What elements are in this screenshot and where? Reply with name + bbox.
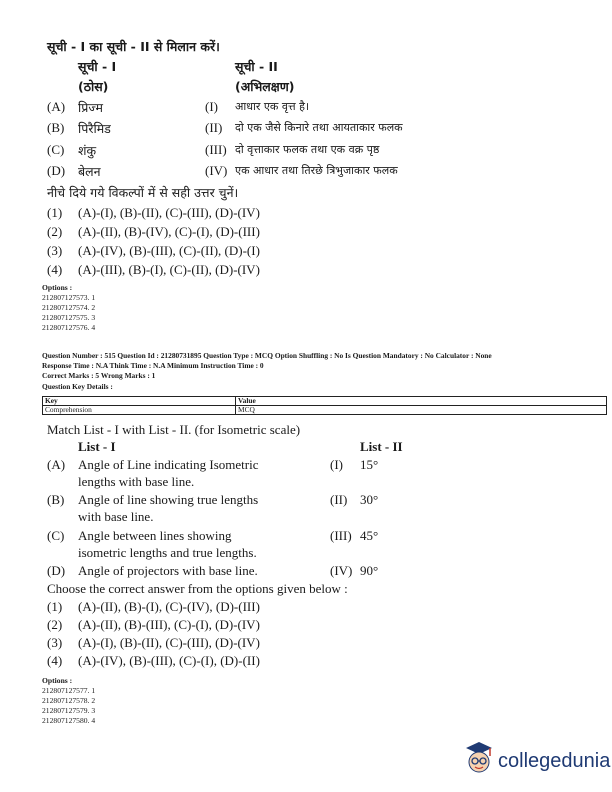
q2-row-text: Angle of line showing true lengths [78, 492, 259, 507]
q2-row-roman: (III) [330, 528, 352, 543]
q2-option-id: 212807127577. 1 [42, 686, 96, 695]
q1-row-left: बेलन [78, 164, 101, 179]
question-meta-line: Response Time : N.A Think Time : N.A Minimum Instruction Time : 0 [42, 361, 264, 370]
q1-heading: सूची - I का सूची - II से मिलान करें। [47, 39, 220, 54]
q2-row-label: (C) [47, 528, 65, 543]
q2-row-label: (A) [47, 457, 66, 472]
q1-list2-sub: (अभिलक्षण) [235, 79, 295, 94]
q1-answer-number: (3) [47, 243, 63, 258]
q2-row-value: 15° [360, 457, 379, 472]
q1-option-id: 212807127576. 4 [42, 323, 96, 332]
q1-row-right: दो वृत्ताकार फलक तथा एक वक्र पृष्ठ [235, 143, 380, 156]
q1-row-label: (C) [47, 142, 65, 157]
q1-option-id: 212807127573. 1 [42, 293, 96, 302]
q1-answer-number: (4) [47, 262, 63, 277]
q2-answer-text: (A)-(II), (B)-(I), (C)-(IV), (D)-(III) [78, 599, 260, 614]
q2-instruction: Choose the correct answer from the options given below : [47, 581, 348, 596]
q1-answer-number: (1) [47, 205, 63, 220]
q2-option-id: 212807127580. 4 [42, 716, 96, 725]
q1-row-right: एक आधार तथा तिरछे त्रिभुजाकार फलक [235, 164, 398, 177]
q1-row-left: शंकु [78, 143, 97, 158]
q1-row-right: दो एक जैसे किनारे तथा आयताकार फलक [235, 121, 403, 134]
q1-answer-text: (A)-(II), (B)-(IV), (C)-(I), (D)-(III) [78, 224, 260, 239]
q1-list1-title: सूची - I [78, 59, 117, 74]
q2-answer-text: (A)-(I), (B)-(II), (C)-(III), (D)-(IV) [78, 635, 260, 650]
q1-row-roman: (IV) [205, 163, 228, 178]
q2-row-text-cont: with base line. [78, 509, 154, 524]
q2-option-id: 212807127578. 2 [42, 696, 96, 705]
q1-row-roman: (II) [205, 120, 223, 135]
q1-answer-text: (A)-(I), (B)-(II), (C)-(III), (D)-(IV) [78, 205, 260, 220]
q1-row-roman: (III) [205, 142, 227, 157]
value-cell: MCQ [236, 406, 607, 415]
q2-row-text: Angle of projectors with base line. [78, 563, 258, 578]
q1-row-label: (D) [47, 163, 66, 178]
q2-heading: Match List - I with List - II. (for Isometric scale) [47, 422, 301, 437]
q2-row-text: Angle between lines showing [78, 528, 232, 543]
q1-row-left: प्रिज्म [78, 100, 103, 115]
table-row [43, 397, 607, 406]
question-key-details-label: Question Key Details : [42, 382, 113, 391]
q1-option-id: 212807127574. 2 [42, 303, 96, 312]
q2-row-label: (B) [47, 492, 65, 507]
question-meta-line: Correct Marks : 5 Wrong Marks : 1 [42, 371, 156, 380]
q1-row-right: आधार एक वृत्त है। [235, 100, 310, 113]
q2-row-text: Angle of Line indicating Isometric [78, 457, 259, 472]
q1-list1-sub: (ठोस) [78, 79, 109, 94]
q2-options-label: Options : [42, 676, 73, 685]
q2-row-value: 90° [360, 563, 379, 578]
question-key-table [42, 396, 607, 415]
logo-text: collegedunia [498, 750, 611, 772]
q1-option-id: 212807127575. 3 [42, 313, 96, 322]
q1-answer-text: (A)-(IV), (B)-(III), (C)-(II), (D)-(I) [78, 243, 260, 258]
q2-answer-number: (4) [47, 653, 63, 668]
collegedunia-logo [462, 738, 611, 782]
q2-answer-number: (3) [47, 635, 63, 650]
q1-options-label: Options : [42, 283, 73, 292]
key-header: Key [43, 397, 236, 406]
q2-row-label: (D) [47, 563, 66, 578]
q2-row-value: 45° [360, 528, 379, 543]
key-cell: Comprehension [43, 406, 236, 415]
q1-answer-number: (2) [47, 224, 63, 239]
q1-row-roman: (I) [205, 99, 218, 114]
q2-answer-number: (1) [47, 599, 63, 614]
q1-answer-text: (A)-(III), (B)-(I), (C)-(II), (D)-(IV) [78, 262, 260, 277]
value-header: Value [236, 397, 607, 406]
q2-list1-title: List - I [78, 439, 116, 454]
q2-answer-text: (A)-(IV), (B)-(III), (C)-(I), (D)-(II) [78, 653, 260, 668]
q2-row-value: 30° [360, 492, 379, 507]
q1-instruction: नीचे दिये गये विकल्पों में से सही उत्तर चुनें। [47, 185, 239, 200]
mascot-icon [462, 738, 496, 778]
q2-list2-title: List - II [360, 439, 403, 454]
q2-row-roman: (II) [330, 492, 348, 507]
q2-row-text-cont: isometric lengths and true lengths. [78, 545, 257, 560]
q2-answer-text: (A)-(II), (B)-(III), (C)-(I), (D)-(IV) [78, 617, 260, 632]
q2-answer-number: (2) [47, 617, 63, 632]
question-meta-line: Question Number : 515 Question Id : 21280731895 Question Type : MCQ Option Shuffling : No Is Question Mandatory : No Calculator : None [42, 351, 492, 360]
q2-row-roman: (I) [330, 457, 343, 472]
q1-list2-title: सूची - II [235, 59, 278, 74]
q1-row-label: (A) [47, 99, 66, 114]
q1-row-label: (B) [47, 120, 65, 135]
q1-row-left: पिरैमिड [78, 121, 111, 136]
q2-row-roman: (IV) [330, 563, 353, 578]
q2-row-text-cont: lengths with base line. [78, 474, 195, 489]
q2-option-id: 212807127579. 3 [42, 706, 96, 715]
table-row [43, 406, 607, 415]
